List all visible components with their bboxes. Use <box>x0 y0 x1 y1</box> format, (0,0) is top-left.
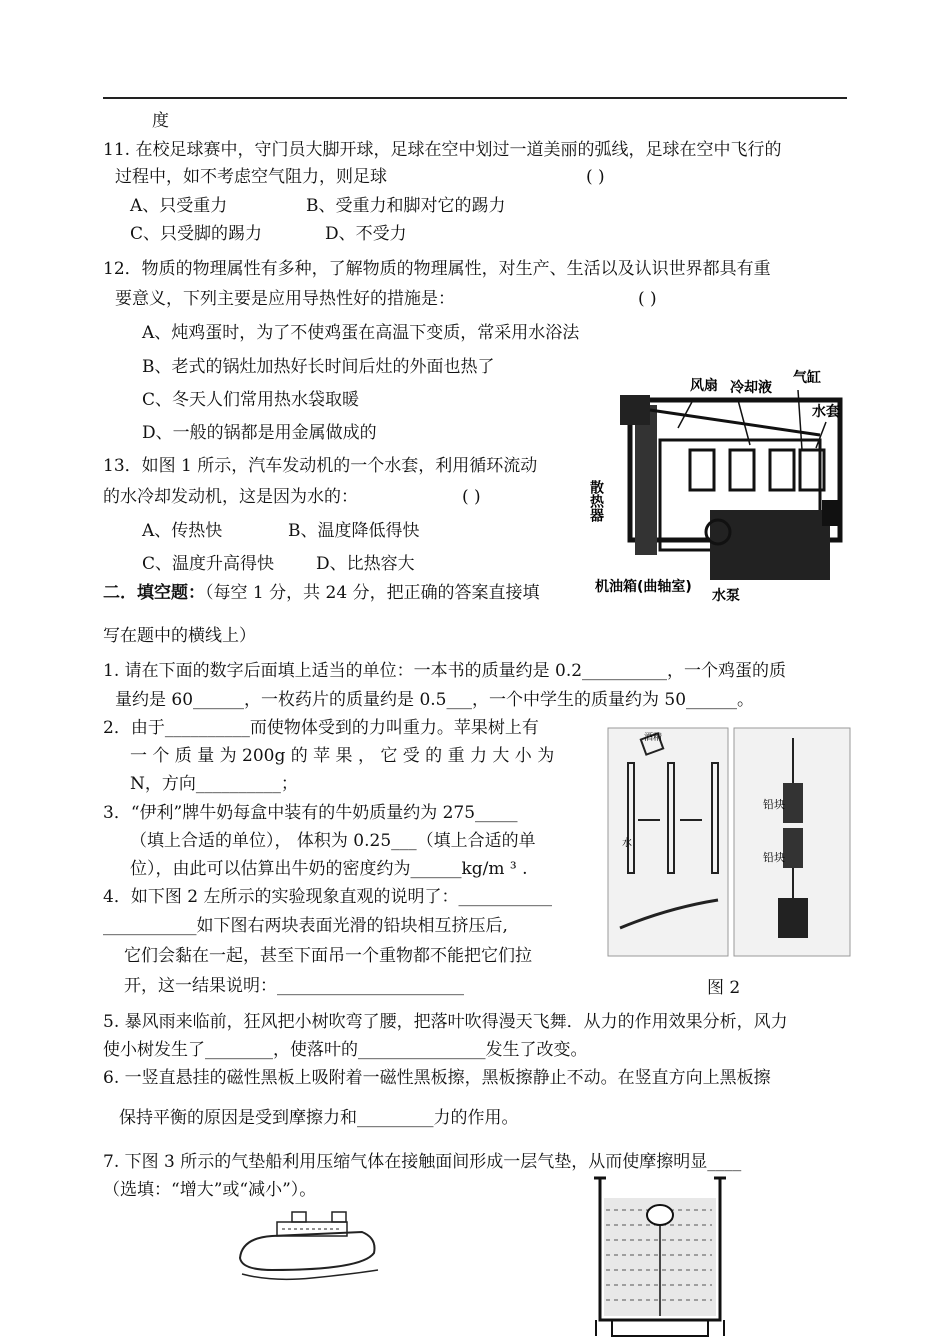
q11-answer-paren: ( ) <box>586 167 605 187</box>
q13-option-c: C、温度升高得快 <box>142 554 275 574</box>
f1-line2: 量约是 60______，一枚药片的质量约是 0.5___，一个中学生的质量约为 50______。 <box>115 690 755 710</box>
f4-line2: ___________如下图右两块表面光滑的铅块相互挤压后, <box>103 916 508 936</box>
top-fragment: 度 <box>152 111 169 131</box>
fig2-label-lead-2: 铅块 <box>763 851 785 864</box>
fig1-label-radiator: 散热器 <box>588 480 604 522</box>
fig2-caption: 图 2 <box>707 978 741 998</box>
f3-line3: 位），由此可以估算出牛奶的密度约为______kg/m ³ . <box>130 859 528 879</box>
fig1-label-fan: 风扇 <box>690 378 718 394</box>
f2-line3: N，方向__________； <box>130 774 298 794</box>
f2-line1: 2．由于__________而使物体受到的力叫重力。苹果树上有 <box>103 718 539 738</box>
f4-line3: 它们会黏在一起，甚至下面吊一个重物都不能把它们拉 <box>124 946 532 966</box>
f7-line2: （选填：“增大”或“减小”）。 <box>103 1180 317 1200</box>
engine-cooling-figure <box>590 360 848 606</box>
fig2-label-alcohol: 酒精 <box>644 733 663 743</box>
f5-line1: 5. 暴风雨来临前，狂风把小树吹弯了腰，把落叶吹得漫天飞舞．从力的作用效果分析，风力 <box>103 1012 788 1032</box>
fig1-label-pump: 水泵 <box>712 588 740 604</box>
q12-line1: 12．物质的物理属性有多种，了解物质的物理属性，对生产、生活以及认识世界都具有重 <box>103 259 771 279</box>
q11-line1: 11. 在校足球赛中，守门员大脚开球，足球在空中划过一道美丽的弧线，足球在空中飞行的 <box>103 140 782 160</box>
q13-line2: 的水冷却发动机，这是因为水的： <box>103 487 358 507</box>
figure2 <box>608 728 853 960</box>
f6-line1: 6. 一竖直悬挂的磁性黑板上吸附着一磁性黑板擦，黑板擦静止不动。在竖直方向上黑板擦 <box>103 1068 771 1088</box>
fig1-label-cylinder: 气缸 <box>793 370 821 386</box>
fig1-label-oil-tank: 机油箱(曲轴室) <box>595 579 692 595</box>
q12-option-c: C、冬天人们常用热水袋取暖 <box>142 390 360 410</box>
q13-option-b: B、温度降低得快 <box>288 521 420 541</box>
fig2-label-lead-1: 铅块 <box>763 798 785 811</box>
f2-line2: 一 个 质 量 为 200g 的 苹 果 ， 它 受 的 重 力 大 小 为 <box>130 746 555 766</box>
q13-line1: 13．如图 1 所示，汽车发动机的一个水套，利用循环流动 <box>103 456 538 476</box>
section2-title: 二．填空题： <box>103 583 205 603</box>
q11-option-a: A、只受重力 <box>130 196 228 216</box>
q11-line2: 过程中，如不考虑空气阻力，则足球 <box>115 167 387 187</box>
hovercraft-figure <box>232 1208 382 1288</box>
q12-line2: 要意义，下列主要是应用导热性好的措施是： <box>115 289 455 309</box>
container-figure <box>592 1170 734 1338</box>
q11-option-c: C、只受脚的踢力 <box>130 224 263 244</box>
f5-line2: 使小树发生了________，使落叶的_______________发生了改变。 <box>103 1040 588 1060</box>
fig1-label-water-jacket: 水套 <box>812 404 840 420</box>
q12-option-b: B、老式的锅灶加热好长时间后灶的外面也热了 <box>142 357 495 377</box>
f7-line1: 7. 下图 3 所示的气垫船利用压缩气体在接触面间形成一层气垫，从而使摩擦明显____ <box>103 1152 742 1172</box>
f3-line1: 3．“伊利”牌牛奶每盒中装有的牛奶质量约为 275_____ <box>103 803 518 823</box>
q12-option-d: D、一般的锅都是用金属做成的 <box>142 423 377 443</box>
q11-option-b: B、受重力和脚对它的踢力 <box>306 196 506 216</box>
q12-answer-paren: ( ) <box>638 289 657 309</box>
section2-heading <box>103 583 540 603</box>
f1-line1: 1. 请在下面的数字后面填上适当的单位：一本书的质量约是 0.2__________，一个鸡蛋的质 <box>103 661 787 681</box>
f6-line2: 保持平衡的原因是受到摩擦力和_________力的作用。 <box>119 1108 519 1128</box>
f4-line1: 4．如下图 2 左所示的实验现象直观的说明了：___________ <box>103 887 552 907</box>
q13-option-a: A、传热快 <box>142 521 223 541</box>
f4-line4: 开，这一结果说明：______________________ <box>124 976 464 996</box>
q13-answer-paren: ( ) <box>462 487 481 507</box>
section2-desc: （每空 1 分，共 24 分，把正确的答案直接填 <box>205 583 540 603</box>
header-rule <box>103 97 847 99</box>
q13-option-d: D、比热容大 <box>316 554 415 574</box>
fig2-label-water: 水 <box>622 838 632 849</box>
q12-option-a: A、炖鸡蛋时，为了不使鸡蛋在高温下变质，常采用水浴法 <box>142 323 580 343</box>
fig1-label-coolant: 冷却液 <box>730 380 772 396</box>
q11-option-d: D、不受力 <box>325 224 407 244</box>
section2-desc2: 写在题中的横线上） <box>103 626 256 646</box>
f3-line2: （填上合适的单位）， 体积为 0.25___（填上合适的单 <box>130 831 536 851</box>
